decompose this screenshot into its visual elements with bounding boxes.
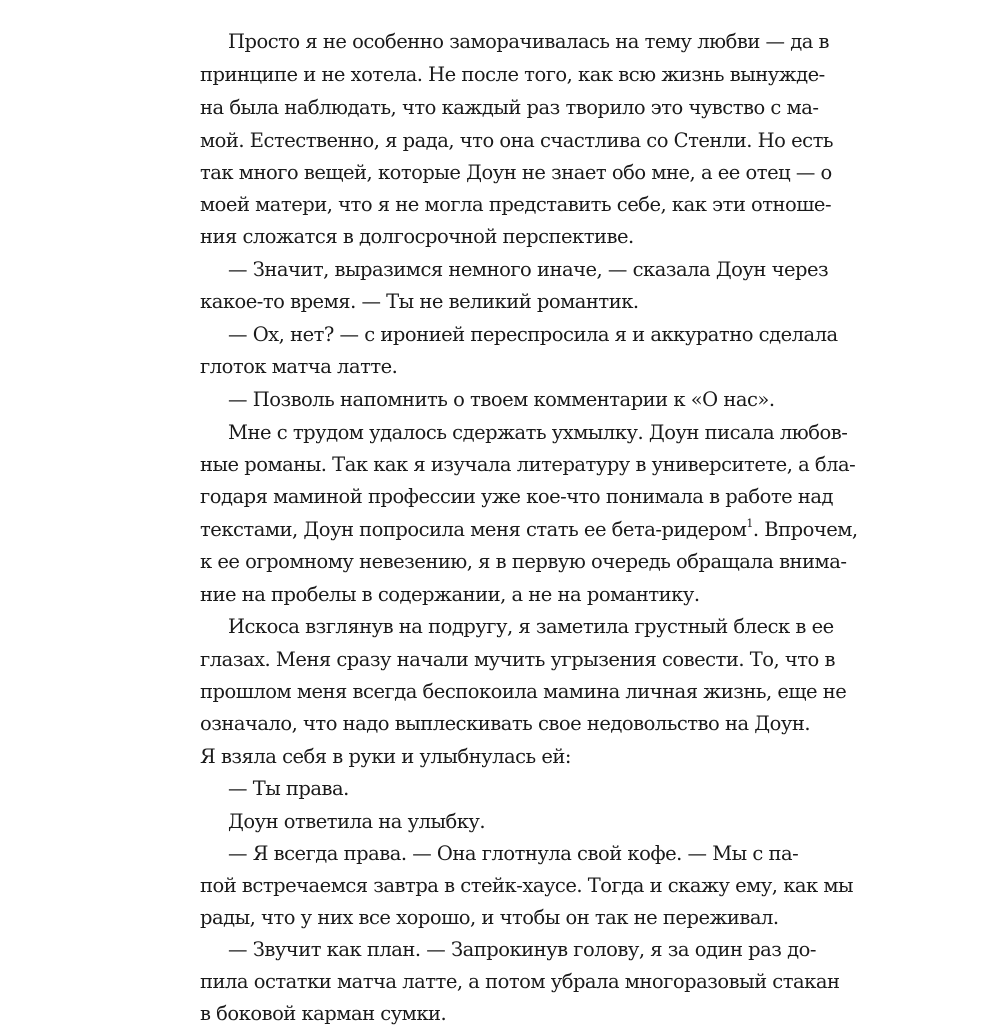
text-line: какое-то время. — Ты не великий романтик. xyxy=(200,290,639,313)
text-line: рады, что у них все хорошо, и чтобы он так не переживал. xyxy=(200,906,779,929)
text-line: ния сложатся в долгосрочной перспективе. xyxy=(200,225,634,248)
text-line: моей матери, что я не могла представить себе, как эти отноше- xyxy=(200,193,832,216)
text-line: — Ты права. xyxy=(228,777,349,800)
text-line: к ее огромному невезению, я в первую очередь обращала внима- xyxy=(200,550,847,573)
text-line: прошлом меня всегда беспокоила мамина личная жизнь, еще не xyxy=(200,680,847,703)
text-line: ние на пробелы в содержании, а не на романтику. xyxy=(200,583,700,606)
text-line: — Значит, выразимся немного иначе, — сказала Доун через xyxy=(228,258,829,281)
footnote-reference[interactable]: 1 xyxy=(746,516,753,530)
text-line: пила остатки матча латте, а потом убрала многоразовый стакан xyxy=(200,970,840,993)
text-line: ные романы. Так как я изучала литературу в университете, а бла- xyxy=(200,453,856,476)
text-line: глазах. Меня сразу начали мучить угрызения совести. То, что в xyxy=(200,648,835,671)
text-line: Мне с трудом удалось сдержать ухмылку. Доун писала любов- xyxy=(228,421,848,444)
text-line-start: текстами, Доун попросила меня стать ее бета-ридером xyxy=(200,518,747,541)
text-line: годаря маминой профессии уже кое-что понимала в работе над xyxy=(200,485,834,508)
text-line: — Я всегда права. — Она глотнула свой кофе. — Мы с па- xyxy=(228,842,799,865)
text-line: на была наблюдать, что каждый раз творило это чувство с ма- xyxy=(200,96,819,119)
text-line: — Звучит как план. — Запрокинув голову, я за один раз до- xyxy=(228,938,816,961)
text-line: в боковой карман сумки. xyxy=(200,1002,447,1025)
text-line: так много вещей, которые Доун не знает обо мне, а ее отец — о xyxy=(200,161,832,184)
text-line-end: . Впрочем, xyxy=(752,518,858,541)
text-line: Просто я не особенно заморачивалась на тему любви — да в xyxy=(228,30,830,53)
text-line: пой встречаемся завтра в стейк-хаусе. Тогда и скажу ему, как мы xyxy=(200,874,854,897)
text-line: Доун ответила на улыбку. xyxy=(228,810,486,833)
text-line: Я взяла себя в руки и улыбнулась ей: xyxy=(200,745,571,768)
text-line: принципе и не хотела. Не после того, как всю жизнь вынужде- xyxy=(200,63,825,86)
text-line: глоток матча латте. xyxy=(200,355,398,378)
text-line: мой. Естественно, я рада, что она счастлива со Стенли. Но есть xyxy=(200,129,833,152)
text-line: — Позволь напомнить о твоем комментарии к «О нас». xyxy=(228,388,775,411)
text-line: — Ох, нет? — с иронией переспросила я и аккуратно сделала xyxy=(228,323,838,346)
text-line xyxy=(200,515,858,545)
text-line: означало, что надо выплескивать свое недовольство на Доун. xyxy=(200,712,811,735)
text-line: Искоса взглянув на подругу, я заметила грустный блеск в ее xyxy=(228,615,834,638)
